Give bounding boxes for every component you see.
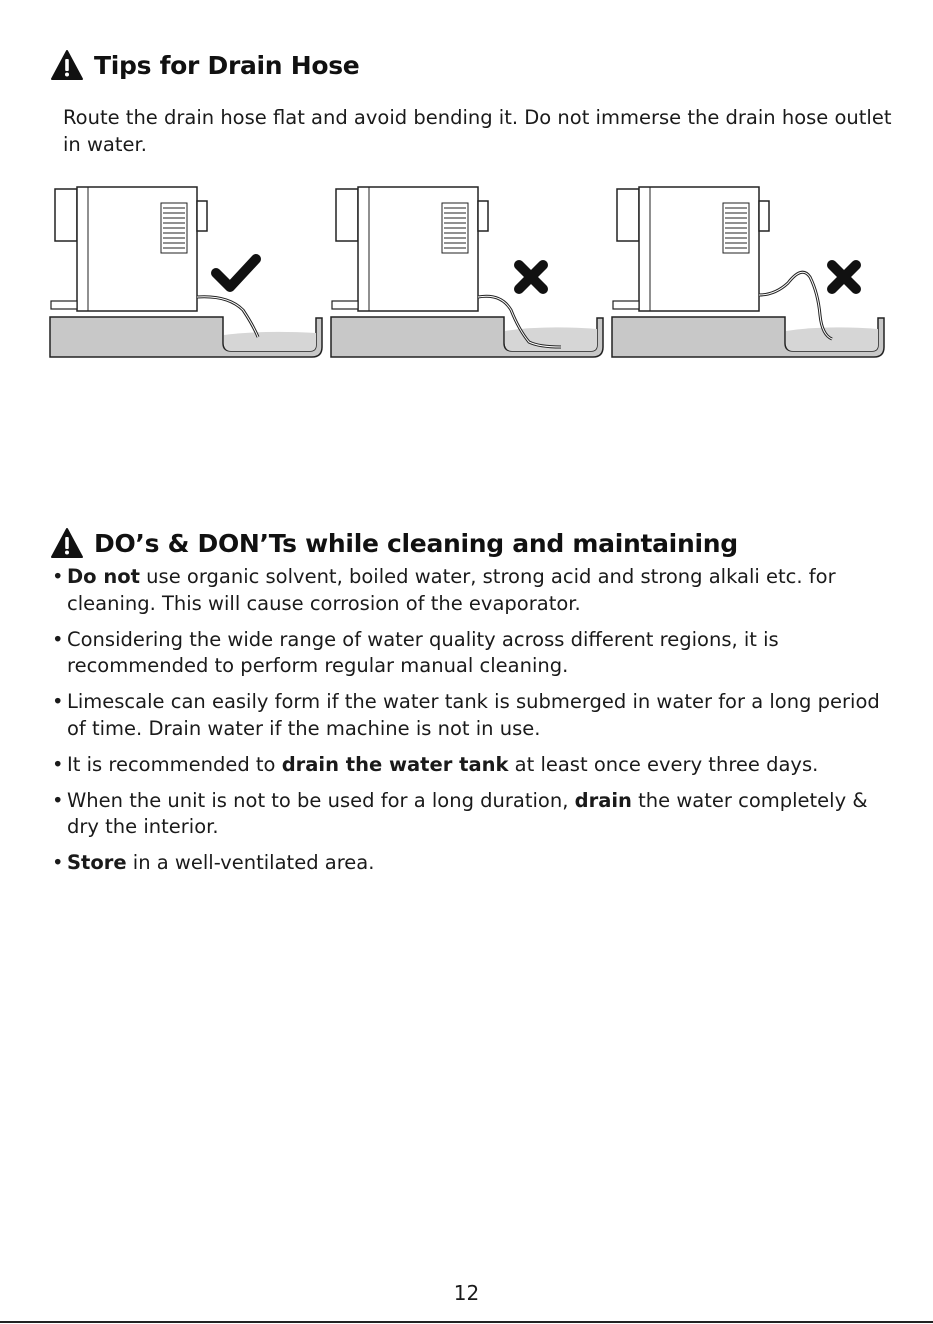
section-title: DO’s & DON’Ts while cleaning and maintaining [94,528,738,558]
list-item: • It is recommended to drain the water tank at least once every three days. [52,752,902,779]
dos-donts-list [52,564,902,886]
section-title: Tips for Drain Hose [94,50,360,80]
drain-hose-heading [50,49,359,81]
intro-text: Route the drain hose flat and avoid bending it. Do not immerse the drain hose outlet in water. [63,106,892,156]
warning-icon [50,527,84,559]
dos-donts-heading [50,527,738,559]
check-icon [216,259,256,287]
drain-hose-figures [48,185,888,365]
machine-illustration [329,185,605,361]
list-item: • Store in a well-ventilated area. [52,850,902,877]
figure-correct [48,185,324,361]
cross-icon [832,265,856,289]
list-item: • Limescale can easily form if the water tank is submerged in water for a long period of time. Drain water if the machine is not in use. [52,689,902,742]
machine-illustration [610,185,886,361]
machine-illustration [48,185,324,361]
figure-incorrect-immersed [329,185,605,361]
warning-icon [50,49,84,81]
figure-incorrect-bent [610,185,886,361]
cross-icon [519,265,543,289]
list-item: • Considering the wide range of water quality across different regions, it is recommended to perform regular manual cleaning. [52,627,902,680]
footer-divider [0,1321,933,1323]
list-item: • When the unit is not to be used for a long duration, drain the water completely & dry the interior. [52,788,902,841]
list-item: • Do not use organic solvent, boiled water, strong acid and strong alkali etc. for cleaning. This will cause corrosion of the evaporator. [52,564,902,617]
page-number: 12 [453,1281,480,1305]
